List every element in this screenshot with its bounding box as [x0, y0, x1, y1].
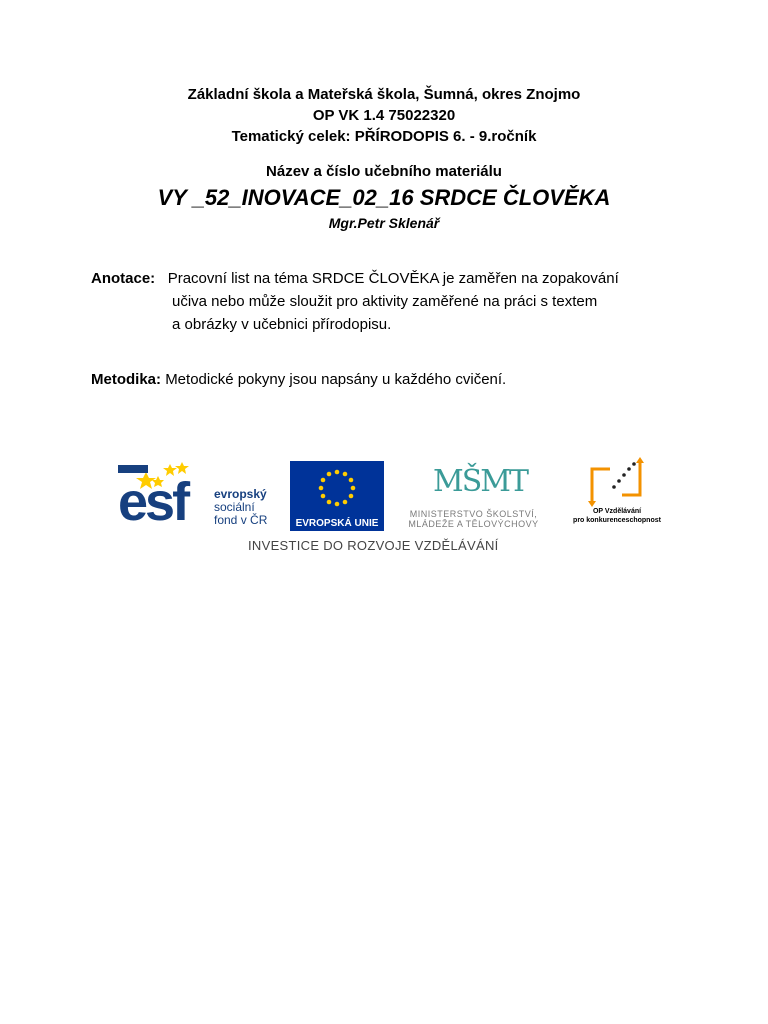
anotace-line-3: a obrázky v učebnici přírodopisu.: [172, 316, 392, 333]
topic: Tematický celek: PŘÍRODOPIS 6. - 9.ročník: [231, 128, 537, 145]
esf-letters: esf: [118, 472, 188, 532]
op-text: [562, 507, 672, 525]
anotace-line-1: Pracovní list na téma SRDCE ČLOVĚKA je zaměřen na zopakování: [167, 270, 619, 287]
metodika-text: Metodické pokyny jsou napsány u každého cvičení.: [165, 371, 507, 388]
esf-line-3: fond v ČR: [214, 513, 268, 527]
esf-line-1: evropský: [214, 487, 267, 501]
esf-line-2: sociální: [214, 500, 255, 514]
op-line-2: pro konkurenceschopnost: [573, 517, 661, 524]
material-label: Název a číslo učebního materiálu: [266, 163, 502, 180]
tagline: INVESTICE DO ROZVOJE VZDĚLÁVÁNÍ: [248, 538, 499, 553]
anotace-block: [91, 267, 619, 336]
metodika-block: [91, 368, 506, 391]
anotace-line-2: učiva nebo může sloužit pro aktivity zaměřené na práci s textem: [172, 293, 598, 310]
esf-logo: [118, 460, 283, 532]
op-arrows-icon: [562, 457, 672, 507]
esf-text: [214, 488, 267, 527]
material-title: VY _52_INOVACE_02_16 SRDCE ČLOVĚKA: [157, 185, 611, 210]
logo-strip: [118, 455, 678, 560]
eu-stars-icon: [290, 461, 384, 516]
school-name: Základní škola a Mateřská škola, Šumná, okres Znojmo: [187, 86, 581, 103]
op-line-1: OP Vzdělávání: [592, 508, 642, 515]
msmt-text: [391, 509, 556, 529]
eu-logo: [290, 461, 384, 531]
metodika-label: Metodika:: [91, 371, 162, 388]
msmt-letters: MŠMT: [433, 464, 527, 499]
eu-flag: [290, 461, 384, 516]
msmt-logo: [391, 457, 556, 532]
author: Mgr.Petr Sklenář: [328, 215, 440, 231]
msmt-line-1: MINISTERSTVO ŠKOLSTVÍ,: [409, 509, 538, 519]
msmt-line-2: MLÁDEŽE A TĚLOVÝCHOVY: [408, 519, 539, 529]
op-logo: [562, 457, 672, 535]
op-code: OP VK 1.4 75022320: [312, 107, 456, 124]
eu-label: EVROPSKÁ UNIE: [290, 516, 384, 531]
anotace-label: Anotace:: [91, 270, 156, 287]
